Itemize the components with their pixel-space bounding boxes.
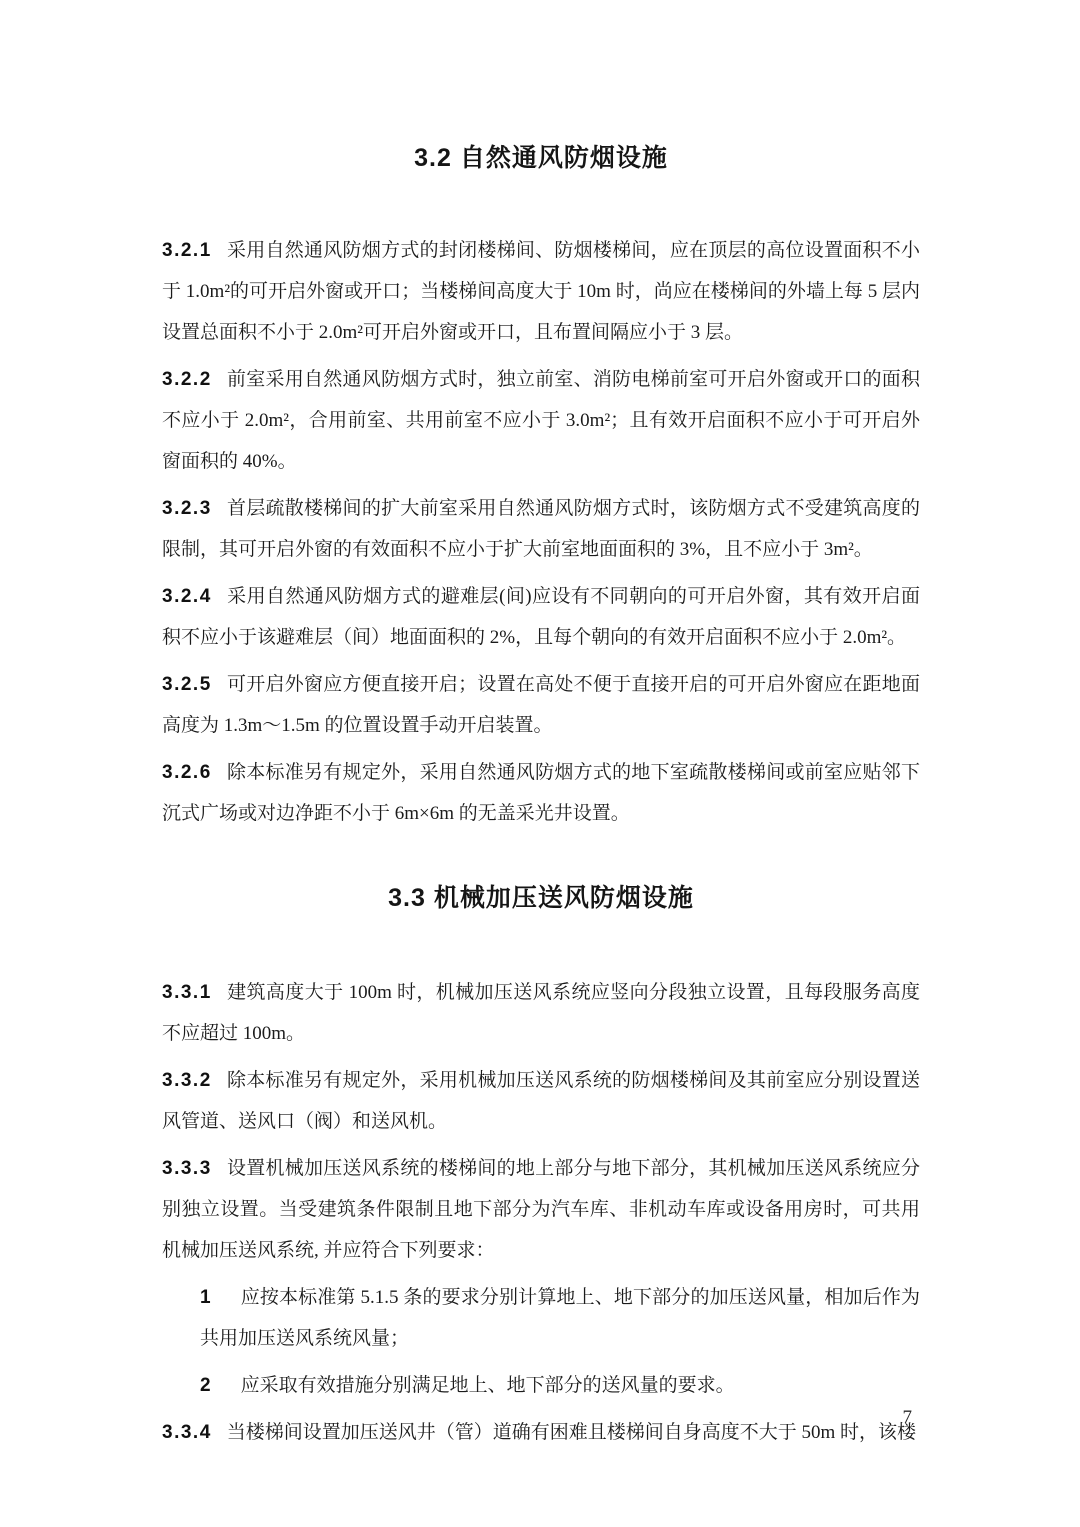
clause-number: 3.3.1	[162, 982, 212, 1003]
clause-3-2-3	[162, 488, 920, 570]
section-title-3-3: 3.3 机械加压送风防烟设施	[388, 884, 694, 912]
clause-text: 首层疏散楼梯间的扩大前室采用自然通风防烟方式时，该防烟方式不受建筑高度的限制，其可开启外窗的有效面积不应小于扩大前室地面面积的 3%，且不应小于 3m²。	[162, 498, 920, 560]
clause-3-2-6	[162, 752, 920, 834]
clause-number: 3.3.3	[162, 1158, 212, 1179]
clause-3-3-2	[162, 1060, 920, 1142]
item-text: 应采取有效措施分别满足地上、地下部分的送风量的要求。	[240, 1375, 735, 1396]
clause-3-2-1	[162, 230, 920, 353]
clause-3-3-3-item-2	[200, 1365, 920, 1406]
clause-text: 设置机械加压送风系统的楼梯间的地上部分与地下部分，其机械加压送风系统应分别独立设置。当受建筑条件限制且地下部分为汽车库、非机动车库或设备用房时，可共用机械加压送风系统, 并应符合下列要求：	[162, 1158, 920, 1261]
item-text: 应按本标准第 5.1.5 条的要求分别计算地上、地下部分的加压送风量，相加后作为共用加压送风系统风量；	[200, 1287, 920, 1349]
clause-number: 3.2.5	[162, 674, 212, 695]
clause-text: 可开启外窗应方便直接开启；设置在高处不便于直接开启的可开启外窗应在距地面高度为 1.3m～1.5m 的位置设置手动开启装置。	[162, 674, 920, 736]
clause-number: 3.2.3	[162, 498, 212, 519]
item-number: 1	[200, 1287, 211, 1308]
clause-3-2-4	[162, 576, 920, 658]
clause-3-2-5	[162, 664, 920, 746]
clause-3-3-3-item-1	[200, 1277, 920, 1359]
section-title-3-2: 3.2 自然通风防烟设施	[414, 144, 668, 172]
clause-number: 3.2.6	[162, 762, 212, 783]
clause-number: 3.2.2	[162, 369, 212, 390]
clause-number: 3.2.4	[162, 586, 212, 607]
clause-number: 3.3.4	[162, 1422, 212, 1443]
clause-text: 采用自然通风防烟方式的避难层(间)应设有不同朝向的可开启外窗，其有效开启面积不应小于该避难层（间）地面面积的 2%，且每个朝向的有效开启面积不应小于 2.0m²。	[162, 586, 920, 648]
clause-number: 3.2.1	[162, 240, 212, 261]
clause-3-3-4	[162, 1412, 920, 1453]
clause-text: 建筑高度大于 100m 时，机械加压送风系统应竖向分段独立设置，且每段服务高度不应超过 100m。	[162, 982, 920, 1044]
page-number: 7	[902, 1407, 912, 1428]
clause-text: 当楼梯间设置加压送风井（管）道确有困难且楼梯间自身高度不大于 50m 时，该楼	[226, 1422, 917, 1443]
clause-3-2-2	[162, 359, 920, 482]
clause-text: 采用自然通风防烟方式的封闭楼梯间、防烟楼梯间，应在顶层的高位设置面积不小于 1.0m²的可开启外窗或开口；当楼梯间高度大于 10m 时，尚应在楼梯间的外墙上每 5 层内设置总面积不小于 2.0m²可开启外窗或开口，且布置间隔应小于 3 层。	[162, 240, 920, 343]
clause-number: 3.3.2	[162, 1070, 212, 1091]
clause-text: 除本标准另有规定外，采用自然通风防烟方式的地下室疏散楼梯间或前室应贴邻下沉式广场或对边净距不小于 6m×6m 的无盖采光井设置。	[162, 762, 920, 824]
clause-text: 除本标准另有规定外，采用机械加压送风系统的防烟楼梯间及其前室应分别设置送风管道、送风口（阀）和送风机。	[162, 1070, 920, 1132]
item-number: 2	[200, 1375, 211, 1396]
clause-3-3-3	[162, 1148, 920, 1271]
clause-text: 前室采用自然通风防烟方式时，独立前室、消防电梯前室可开启外窗或开口的面积不应小于 2.0m²，合用前室、共用前室不应小于 3.0m²；且有效开启面积不应小于可开启外窗面积的 40%。	[162, 369, 920, 472]
clause-3-3-1	[162, 972, 920, 1054]
